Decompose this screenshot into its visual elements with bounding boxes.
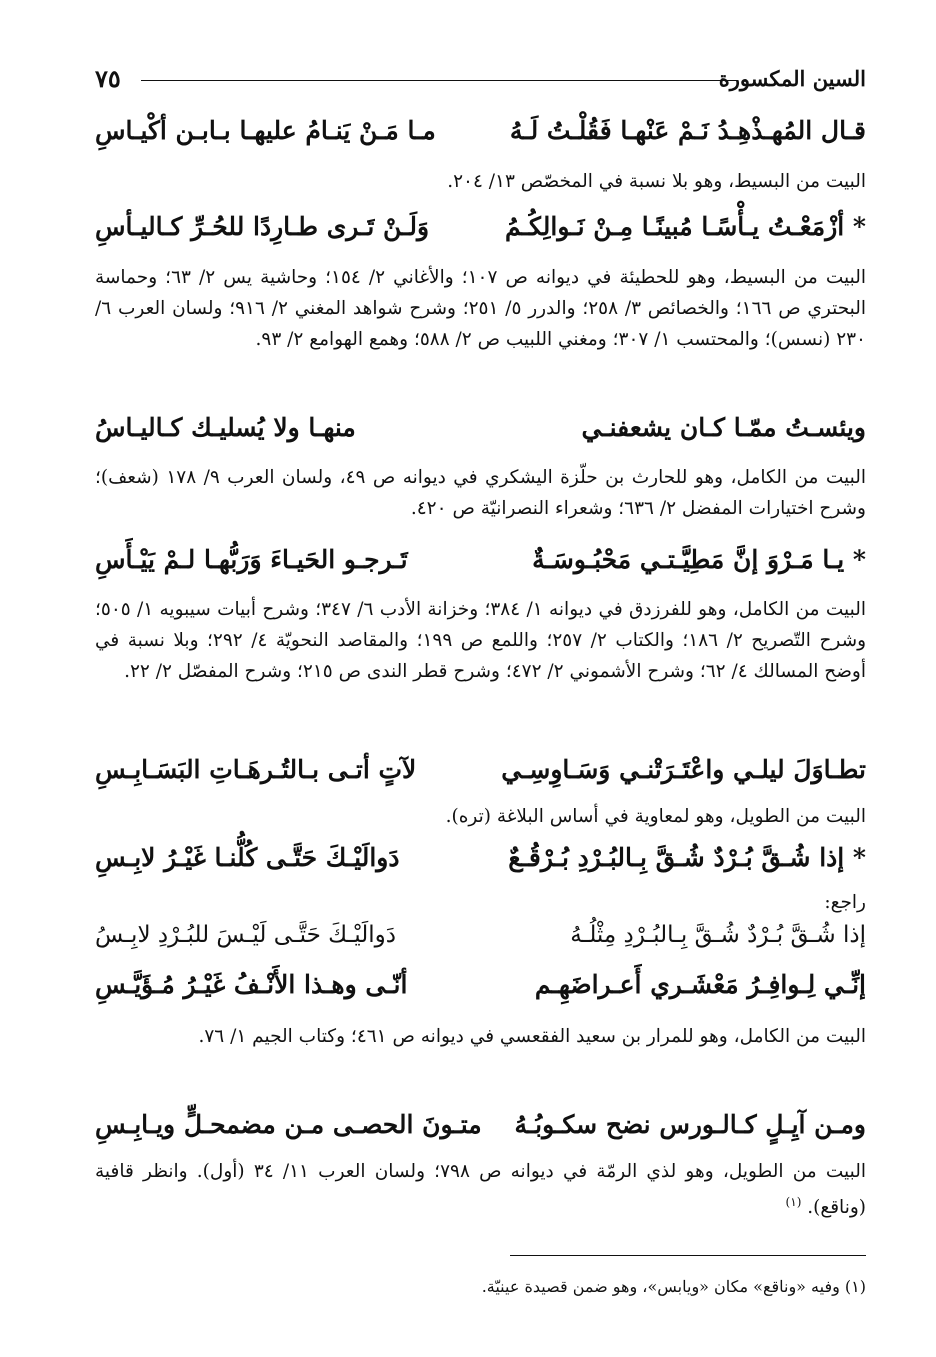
page-header	[95, 62, 866, 96]
verse-line	[95, 212, 866, 252]
verse-line	[95, 116, 866, 156]
verse-first-hemistich: إذا شُـقَّ بُـرْدٌ شُـقَّ بِـالبُـرْدِ مِثْلُـهُ	[570, 922, 866, 948]
verse-second-hemistich: مـا مَـنْ يَنـامُ عليهـا بـابـن أكْيـاسِ	[95, 116, 436, 145]
verse-note: البيت من البسيط، وهو للحطيئة في ديوانه ص ١٠٧؛ والأغاني ٢/ ١٥٤؛ وحاشية يس ٢/ ٦٣؛ وحماسة البحتري ص ١٦٦؛ والخصائص ٣/ ٢٥٨؛ والدرر ٥/ ٢٥١؛ وشرح شواهد المغني ٢/ ٩١٦؛ ولسان العرب ٦/ ٢٣٠ (نسس)؛ والمحتسب ١/ ٣٠٧؛ ومغني اللبيب ص ٢/ ٥٨٨؛ وهمع الهوامع ٢/ ٩٣.	[95, 267, 867, 350]
verse-line	[95, 970, 866, 1010]
verse-second-hemistich: أنّـى وهـذا الأَنْـفُ غَيْـرُ مُـؤَيَّـسِ	[95, 970, 408, 999]
footnote-marker: (١)	[785, 1195, 802, 1209]
verse-line	[95, 413, 866, 453]
verse-second-hemistich: وَلَـنْ تَـرى طـارِدًا للحُـرِّ كـاليـأسِ	[95, 212, 430, 241]
verse-line	[95, 843, 866, 883]
header-rule	[141, 80, 738, 81]
verse-first-hemistich: * يـا مَـرْوَ إنَّ مَطِيَّـتـي مَحْبُـوسَـةٌ	[532, 545, 866, 574]
verse-second-hemistich: تَـرجـو الحَيـاءَ وَرَبُّهـا لـمْ يَيْـأَسِ	[95, 545, 408, 574]
verse-note: البيت من الطويل، وهو لمعاوية في أساس البلاغة (تره).	[445, 806, 866, 827]
running-title: السين المكسورة	[718, 66, 866, 91]
verse-second-hemistich: دَوالَيْـكَ حَتَّـى كُلُّنـا غَيْـرُ لابِـسِ	[95, 843, 400, 872]
verse-line	[95, 755, 866, 795]
related-verse-line	[95, 922, 866, 962]
verse-second-hemistich: لآتٍ أتـى بـالتُـرهَـاتِ البَسَـابِـسِ	[95, 755, 417, 784]
see-also-label: راجع:	[824, 892, 866, 913]
verse-note: البيت من الكامل، وهو للمرار بن سعيد الفقعسي في ديوانه ص ٤٦١؛ وكتاب الجيم ١/ ٧٦.	[198, 1026, 866, 1047]
verse-first-hemistich: إنِّـي لِـوافِـرُ مَعْشَـري أَعـراضَهِـم	[534, 970, 866, 999]
verse-note	[95, 1156, 866, 1223]
verse-second-hemistich: دَوالَيْـكَ حَتَّـى لَيْـسَ للبُـرْدِ لابِـسُ	[95, 922, 396, 948]
verse-first-hemistich: ويئسـتُ ممّـا كـان يشعفنـي	[581, 413, 866, 442]
verse-second-hemistich: منهـا ولا يُسليـك كـاليـاسُ	[95, 413, 356, 442]
verse-line	[95, 1110, 866, 1150]
verse-note-text: البيت من الطويل، وهو لذي الرمّة في ديوانه ص ٧٩٨؛ ولسان العرب ١١/ ٣٤ (أول). وانظر قافية (وناقع).	[95, 1161, 866, 1219]
verse-first-hemistich: ومـن آيِـلٍ كـالـورس نضح سكـوبُـهُ	[514, 1110, 866, 1139]
verse-note: البيت من الكامل، وهو للفرزدق في ديوانه ١/ ٣٨٤؛ وخزانة الأدب ٦/ ٣٤٧؛ وشرح أبيات سيبويه ١/ ٥٠٥؛ وشرح التّصريح ٢/ ١٨٦؛ والكتاب ٢/ ٢٥٧؛ واللمع ص ١٩٩؛ والمقاصد النحويّة ٤/ ٢٩٢؛ وبلا نسبة في أوضح المسالك ٤/ ٦٢؛ وشرح الأشموني ٢/ ٤٧٢؛ وشرح قطر الندى ص ٢١٥؛ وشرح المفصّل ٢/ ٢٢.	[95, 599, 867, 682]
verse-first-hemistich: * أزْمَعْـتُ يـأْسًـا مُبينًـا مِـنْ نَـوالِكُـمُ	[505, 212, 866, 241]
footnote-rule	[510, 1255, 866, 1256]
verse-note: البيت من الكامل، وهو للحارث بن حلّزة اليشكري في ديوانه ص ٤٩، ولسان العرب ٩/ ١٧٨ (شعف)؛ وشرح اختيارات المفضل ٢/ ٦٣٦؛ وشعراء النصرانيّة ص ٤٢٠.	[95, 467, 866, 519]
verse-line	[95, 545, 866, 585]
verse-second-hemistich: متـونَ الحصـى مـن مضمحـلٍّ ويـابِـسِ	[95, 1110, 482, 1139]
verse-first-hemistich: قـال المُهـذْهِـدُ نَـمْ عَنْهـا فَقُلْـتُ لَـهُ	[509, 116, 866, 145]
verse-first-hemistich: * إذا شُـقَّ بُـرْدٌ شُـقَّ بِـالبُـرْدِ بُـرْقُـعٌ	[508, 843, 866, 872]
verse-first-hemistich: تطـاوَلَ ليلـي واعْتَـرَتْنـي وَسَـاوِسِـي	[501, 755, 866, 784]
page-number: ٧٥	[95, 64, 121, 93]
verse-note: البيت من البسيط، وهو بلا نسبة في المخصّص ١٣/ ٢٠٤.	[447, 171, 866, 192]
footnote: (١) وفيه «وناقع» مكان «ويابس»، وهو ضمن قصيدة عينيّة.	[481, 1277, 866, 1296]
